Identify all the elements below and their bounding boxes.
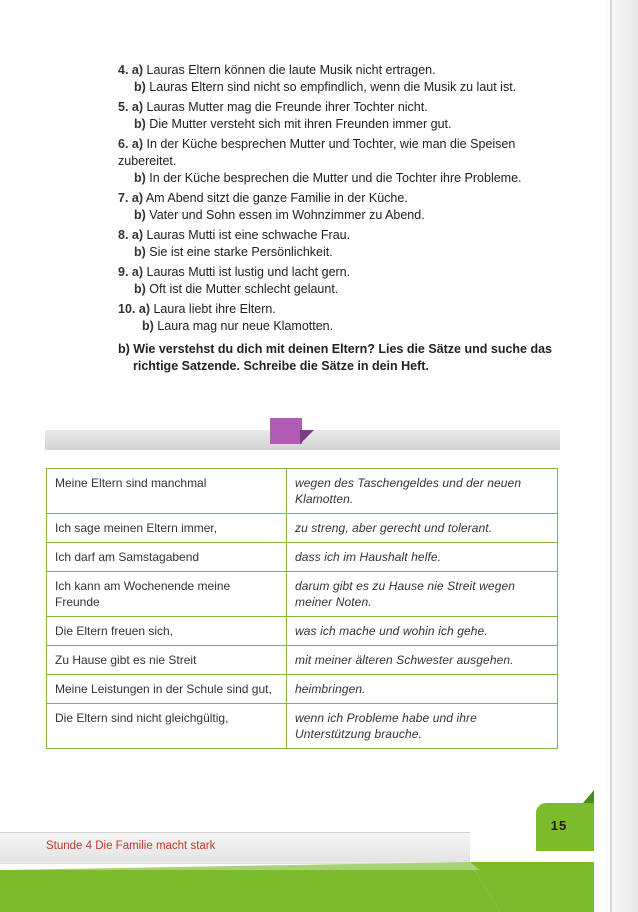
- exercise-number: 10.: [118, 302, 136, 316]
- option-a-text: Am Abend sitzt die ganze Familie in der Küche.: [145, 191, 408, 205]
- option-a-label: a): [138, 302, 150, 316]
- section-marker: [270, 418, 302, 444]
- sentence-end: heimbringen.: [287, 675, 558, 704]
- exercise-number: 8.: [118, 228, 129, 242]
- option-b-text: Die Mutter versteht sich mit ihren Freunden immer gut.: [149, 117, 452, 131]
- option-b-label: b): [134, 117, 146, 131]
- option-b-text: Vater und Sohn essen im Wohnzimmer zu Abend.: [149, 208, 425, 222]
- page-tab-fold: [583, 790, 594, 803]
- table-row: [47, 617, 558, 646]
- option-b-label: b): [134, 245, 146, 259]
- exercise-item-5: [118, 99, 568, 133]
- option-b-text: Lauras Eltern sind nicht so empfindlich, wenn die Musik zu laut ist.: [149, 80, 517, 94]
- option-b-label: b): [134, 171, 146, 185]
- sentence-start: Die Eltern freuen sich,: [47, 617, 287, 646]
- sentence-end: wenn ich Probleme habe und ihre Unterstützung brauche.: [287, 704, 558, 749]
- table-row: [47, 514, 558, 543]
- exercise-item-9: [118, 264, 568, 298]
- option-a-text: Laura liebt ihre Eltern.: [153, 302, 276, 316]
- table-row: [47, 572, 558, 617]
- sentence-start: Ich darf am Samstagabend: [47, 543, 287, 572]
- option-b-text: Oft ist die Mutter schlecht gelaunt.: [149, 282, 339, 296]
- exercise-list: [118, 62, 568, 375]
- sentence-end: wegen des Taschengeldes und der neuen Klamotten.: [287, 469, 558, 514]
- sentence-end: dass ich im Haushalt helfe.: [287, 543, 558, 572]
- page-edge-line: [610, 0, 612, 912]
- option-b-text: Sie ist eine starke Persönlichkeit.: [149, 245, 333, 259]
- exercise-item-8: [118, 227, 568, 261]
- option-a-text: Lauras Eltern können die laute Musik nicht ertragen.: [146, 63, 436, 77]
- option-a-text: In der Küche besprechen Mutter und Tochter, wie man die Speisen zubereitet.: [118, 137, 516, 168]
- sentence-start: Ich sage meinen Eltern immer,: [47, 514, 287, 543]
- option-a-label: a): [131, 191, 144, 205]
- option-a-label: a): [131, 228, 144, 242]
- sentence-start: Die Eltern sind nicht gleichgültig,: [47, 704, 287, 749]
- table-row: [47, 646, 558, 675]
- sentence-start: Zu Hause gibt es nie Streit: [47, 646, 287, 675]
- sentence-start: Meine Eltern sind manchmal: [47, 469, 287, 514]
- option-a-text: Lauras Mutti ist eine schwache Frau.: [146, 228, 351, 242]
- exercise-number: 5.: [118, 100, 129, 114]
- option-a-label: a): [131, 137, 144, 151]
- task-b-instruction: [118, 341, 568, 375]
- option-a-label: a): [131, 100, 144, 114]
- sentence-matching-table: [46, 468, 558, 749]
- option-b-text: In der Küche besprechen die Mutter und die Tochter ihre Probleme.: [149, 171, 522, 185]
- exercise-number: 6.: [118, 137, 129, 151]
- table-row: [47, 543, 558, 572]
- section-marker-tip: [300, 430, 314, 444]
- sentence-end: zu streng, aber gerecht und tolerant.: [287, 514, 558, 543]
- sentence-start: Meine Leistungen in der Schule sind gut,: [47, 675, 287, 704]
- option-a-text: Lauras Mutter mag die Freunde ihrer Tochter nicht.: [146, 100, 428, 114]
- exercise-number: 4.: [118, 63, 129, 77]
- sentence-start: Ich kann am Wochenende meine Freunde: [47, 572, 287, 617]
- sentence-end: darum gibt es zu Hause nie Streit wegen meiner Noten.: [287, 572, 558, 617]
- exercise-item-6: [118, 136, 568, 187]
- option-b-text: Laura mag nur neue Klamotten.: [157, 319, 334, 333]
- option-a-text: Lauras Mutti ist lustig und lacht gern.: [146, 265, 351, 279]
- sentence-end: mit meiner älteren Schwester ausgehen.: [287, 646, 558, 675]
- task-b-line-2: richtige Satzende. Schreibe die Sätze in dein Heft.: [133, 359, 429, 373]
- option-b-label: b): [134, 80, 146, 94]
- option-a-label: a): [131, 63, 144, 77]
- exercise-number: 7.: [118, 191, 129, 205]
- option-a-label: a): [131, 265, 144, 279]
- exercise-number: 9.: [118, 265, 129, 279]
- option-b-label: b): [134, 208, 146, 222]
- task-b-line-1: b) Wie verstehst du dich mit deinen Eltern? Lies die Sätze und suche das: [118, 342, 553, 356]
- sentence-end: was ich mache und wohin ich gehe.: [287, 617, 558, 646]
- footer-chapter-title: Stunde 4 Die Familie macht stark: [46, 840, 216, 852]
- table-row: [47, 675, 558, 704]
- footer-green-band: [0, 862, 594, 912]
- exercise-item-7: [118, 190, 568, 224]
- page-number: 15: [550, 818, 568, 833]
- table-row: [47, 704, 558, 749]
- option-b-label: b): [134, 282, 146, 296]
- exercise-item-4: [118, 62, 568, 96]
- table-row: [47, 469, 558, 514]
- exercise-item-10: [118, 301, 568, 335]
- option-b-label: b): [142, 319, 154, 333]
